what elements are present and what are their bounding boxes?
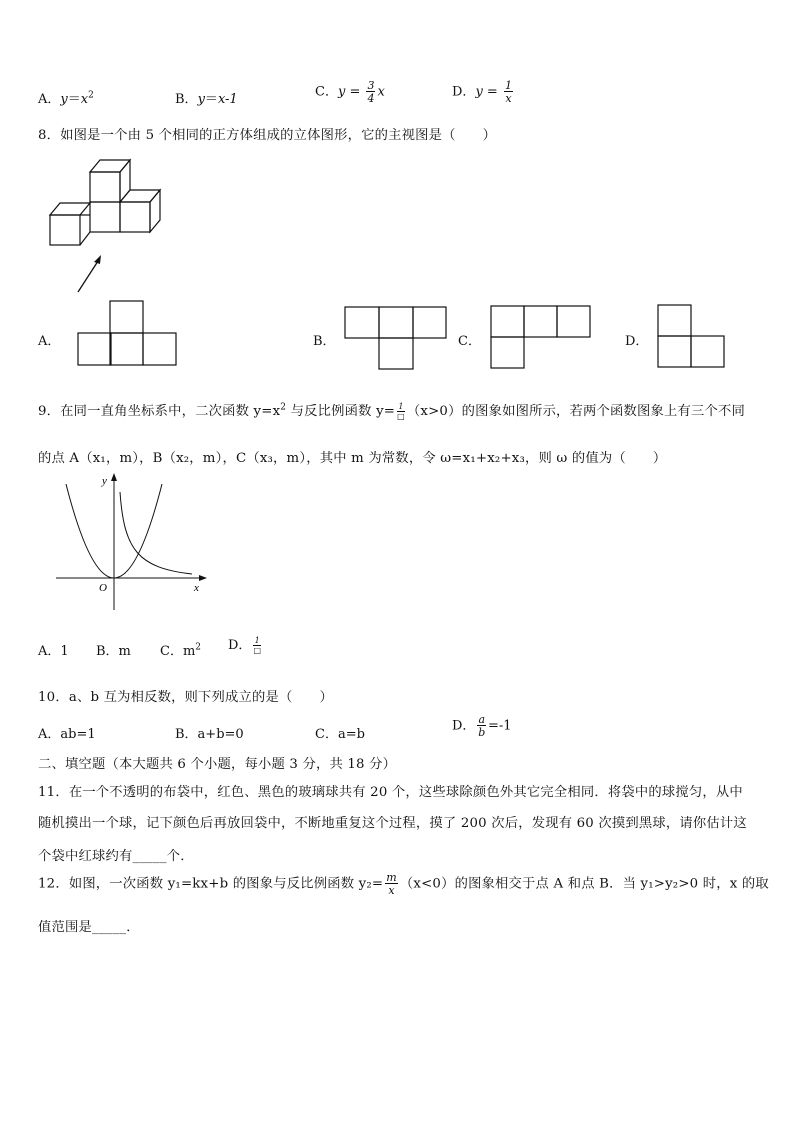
q9-stem-part3: （x>0）的图象如图所示，若两个函数图象上有三个不同 <box>406 404 746 419</box>
q7-option-d-label: D． <box>452 84 476 100</box>
q7-option-a <box>38 88 94 107</box>
q7-option-a-eq: ＝ <box>67 92 81 107</box>
q7-option-b-label: B． <box>175 92 198 107</box>
q10-option-a: A．ab=1 <box>38 727 96 742</box>
q8-option-d-figure <box>657 304 727 368</box>
q10-option-d-fraction <box>477 714 486 738</box>
q7-option-c-label: C． <box>315 84 338 100</box>
q9-stem-line1 <box>38 400 745 421</box>
q9-option-d-num: 1 <box>254 635 260 645</box>
q11-line2: 随机摸出一个球，记下颜色后再放回袋中，不断地重复这个过程，摸了 200 次后，发现有 60 次摸到黑球，请你估计这 <box>38 816 747 831</box>
q12-part1: 12．如图，一次函数 y₁=kx+b 的图象与反比例函数 y₂= <box>38 876 384 892</box>
q9-option-d-fraction <box>253 637 261 655</box>
q9-graph-x-label: x <box>194 582 199 594</box>
q10-option-d-label: D． <box>452 718 476 734</box>
q8-solid-figure <box>44 155 164 295</box>
q8-option-a-label: A． <box>38 334 61 349</box>
q7-option-d-fraction <box>504 80 513 104</box>
q10-option-d-num: a <box>478 713 485 726</box>
q12-fraction-num: m <box>386 871 397 884</box>
q9-stem-sup: 2 <box>280 402 287 413</box>
q9-graph <box>52 470 212 615</box>
section-title: 二、填空题（本大题共 6 个小题，每小题 3 分，共 18 分） <box>38 757 397 772</box>
q7-option-c-x: x <box>377 84 385 100</box>
q12-fraction <box>385 872 398 896</box>
q10-option-c: C．a=b <box>315 727 365 742</box>
q9-option-d-label: D． <box>228 638 252 653</box>
q8-option-c-figure <box>490 305 592 369</box>
q12-line2: 值范围是_____． <box>38 920 140 935</box>
q9-stem-part2: 与反比例函数 y= <box>286 404 396 419</box>
q7-option-c-fraction <box>366 80 375 104</box>
q7-option-a-rhs: x <box>80 92 89 107</box>
q7-option-a-sup: 2 <box>88 90 94 101</box>
q7-option-a-var: y <box>60 92 68 107</box>
q7-option-a-label: A． <box>38 92 61 107</box>
q7-option-d <box>452 80 515 104</box>
q12-fraction-den: x <box>388 884 395 897</box>
q7-option-d-var: y <box>475 84 483 100</box>
q9-stem-part1: 9．在同一直角坐标系中，二次函数 y=x <box>38 404 281 419</box>
q9-option-c-text: C．m <box>160 644 196 659</box>
q7-option-c-denominator: 4 <box>367 92 375 105</box>
q10-option-b: B．a+b=0 <box>175 727 244 742</box>
q8-option-b-label: B． <box>313 334 336 349</box>
q7-option-c-numerator: 3 <box>367 79 375 92</box>
q9-stem-fraction <box>397 403 405 421</box>
q9-stem-line2: 的点 A（x₁，m），B（x₂，m），C（x₃，m），其中 m 为常数，令 ω=x₁+x₂+x₃，则 ω 的值为（ ） <box>38 451 667 466</box>
q12-line1 <box>38 872 769 896</box>
q7-option-c-var: y <box>337 84 346 100</box>
q9-option-a: A．1 <box>38 644 69 659</box>
q9-graph-y-label: y <box>102 475 107 487</box>
q7-option-b-rhs: x-1 <box>217 92 238 107</box>
q7-option-c-eq: = <box>345 84 365 100</box>
q12-part2: （x<0）的图象相交于点 A 和点 B．当 y₁>y₂>0 时，x 的取 <box>399 876 769 892</box>
q8-option-a-figure <box>77 300 179 366</box>
q10-option-d <box>452 714 512 738</box>
q9-stem-fraction-den: □ <box>397 411 405 421</box>
q8-option-c-label: C． <box>458 334 481 349</box>
q11-line3: 个袋中红球约有_____个． <box>38 849 194 864</box>
q9-stem-fraction-num: 1 <box>398 401 404 411</box>
q8-stem: 8．如图是一个由 5 个相同的正方体组成的立体图形，它的主视图是（ ） <box>38 128 497 143</box>
q7-option-d-numerator: 1 <box>504 79 512 92</box>
q10-option-d-suffix: =-1 <box>488 718 512 734</box>
q9-option-d <box>228 634 263 655</box>
q7-option-b-eq: ＝ <box>204 92 218 107</box>
q7-option-c <box>315 80 385 104</box>
q7-option-b <box>175 88 238 107</box>
q10-option-d-den: b <box>478 726 486 739</box>
q7-option-b-var: y <box>197 92 205 107</box>
q9-option-b: B．m <box>96 644 131 659</box>
q9-option-c-sup: 2 <box>195 642 202 653</box>
q9-graph-origin-label: O <box>99 582 107 594</box>
q9-option-c <box>160 640 201 659</box>
q8-option-d-label: D． <box>625 334 649 349</box>
q8-option-b-figure <box>344 306 448 370</box>
q10-stem: 10．a、b 互为相反数，则下列成立的是（ ） <box>38 690 334 705</box>
q11-line1: 11．在一个不透明的布袋中，红色、黑色的玻璃球共有 20 个，这些球除颜色外其它完全相同．将袋中的球搅匀，从中 <box>38 785 743 800</box>
q9-option-d-den: □ <box>253 645 261 655</box>
q7-option-d-eq: = <box>482 84 502 100</box>
q7-option-d-denominator: x <box>505 92 512 105</box>
